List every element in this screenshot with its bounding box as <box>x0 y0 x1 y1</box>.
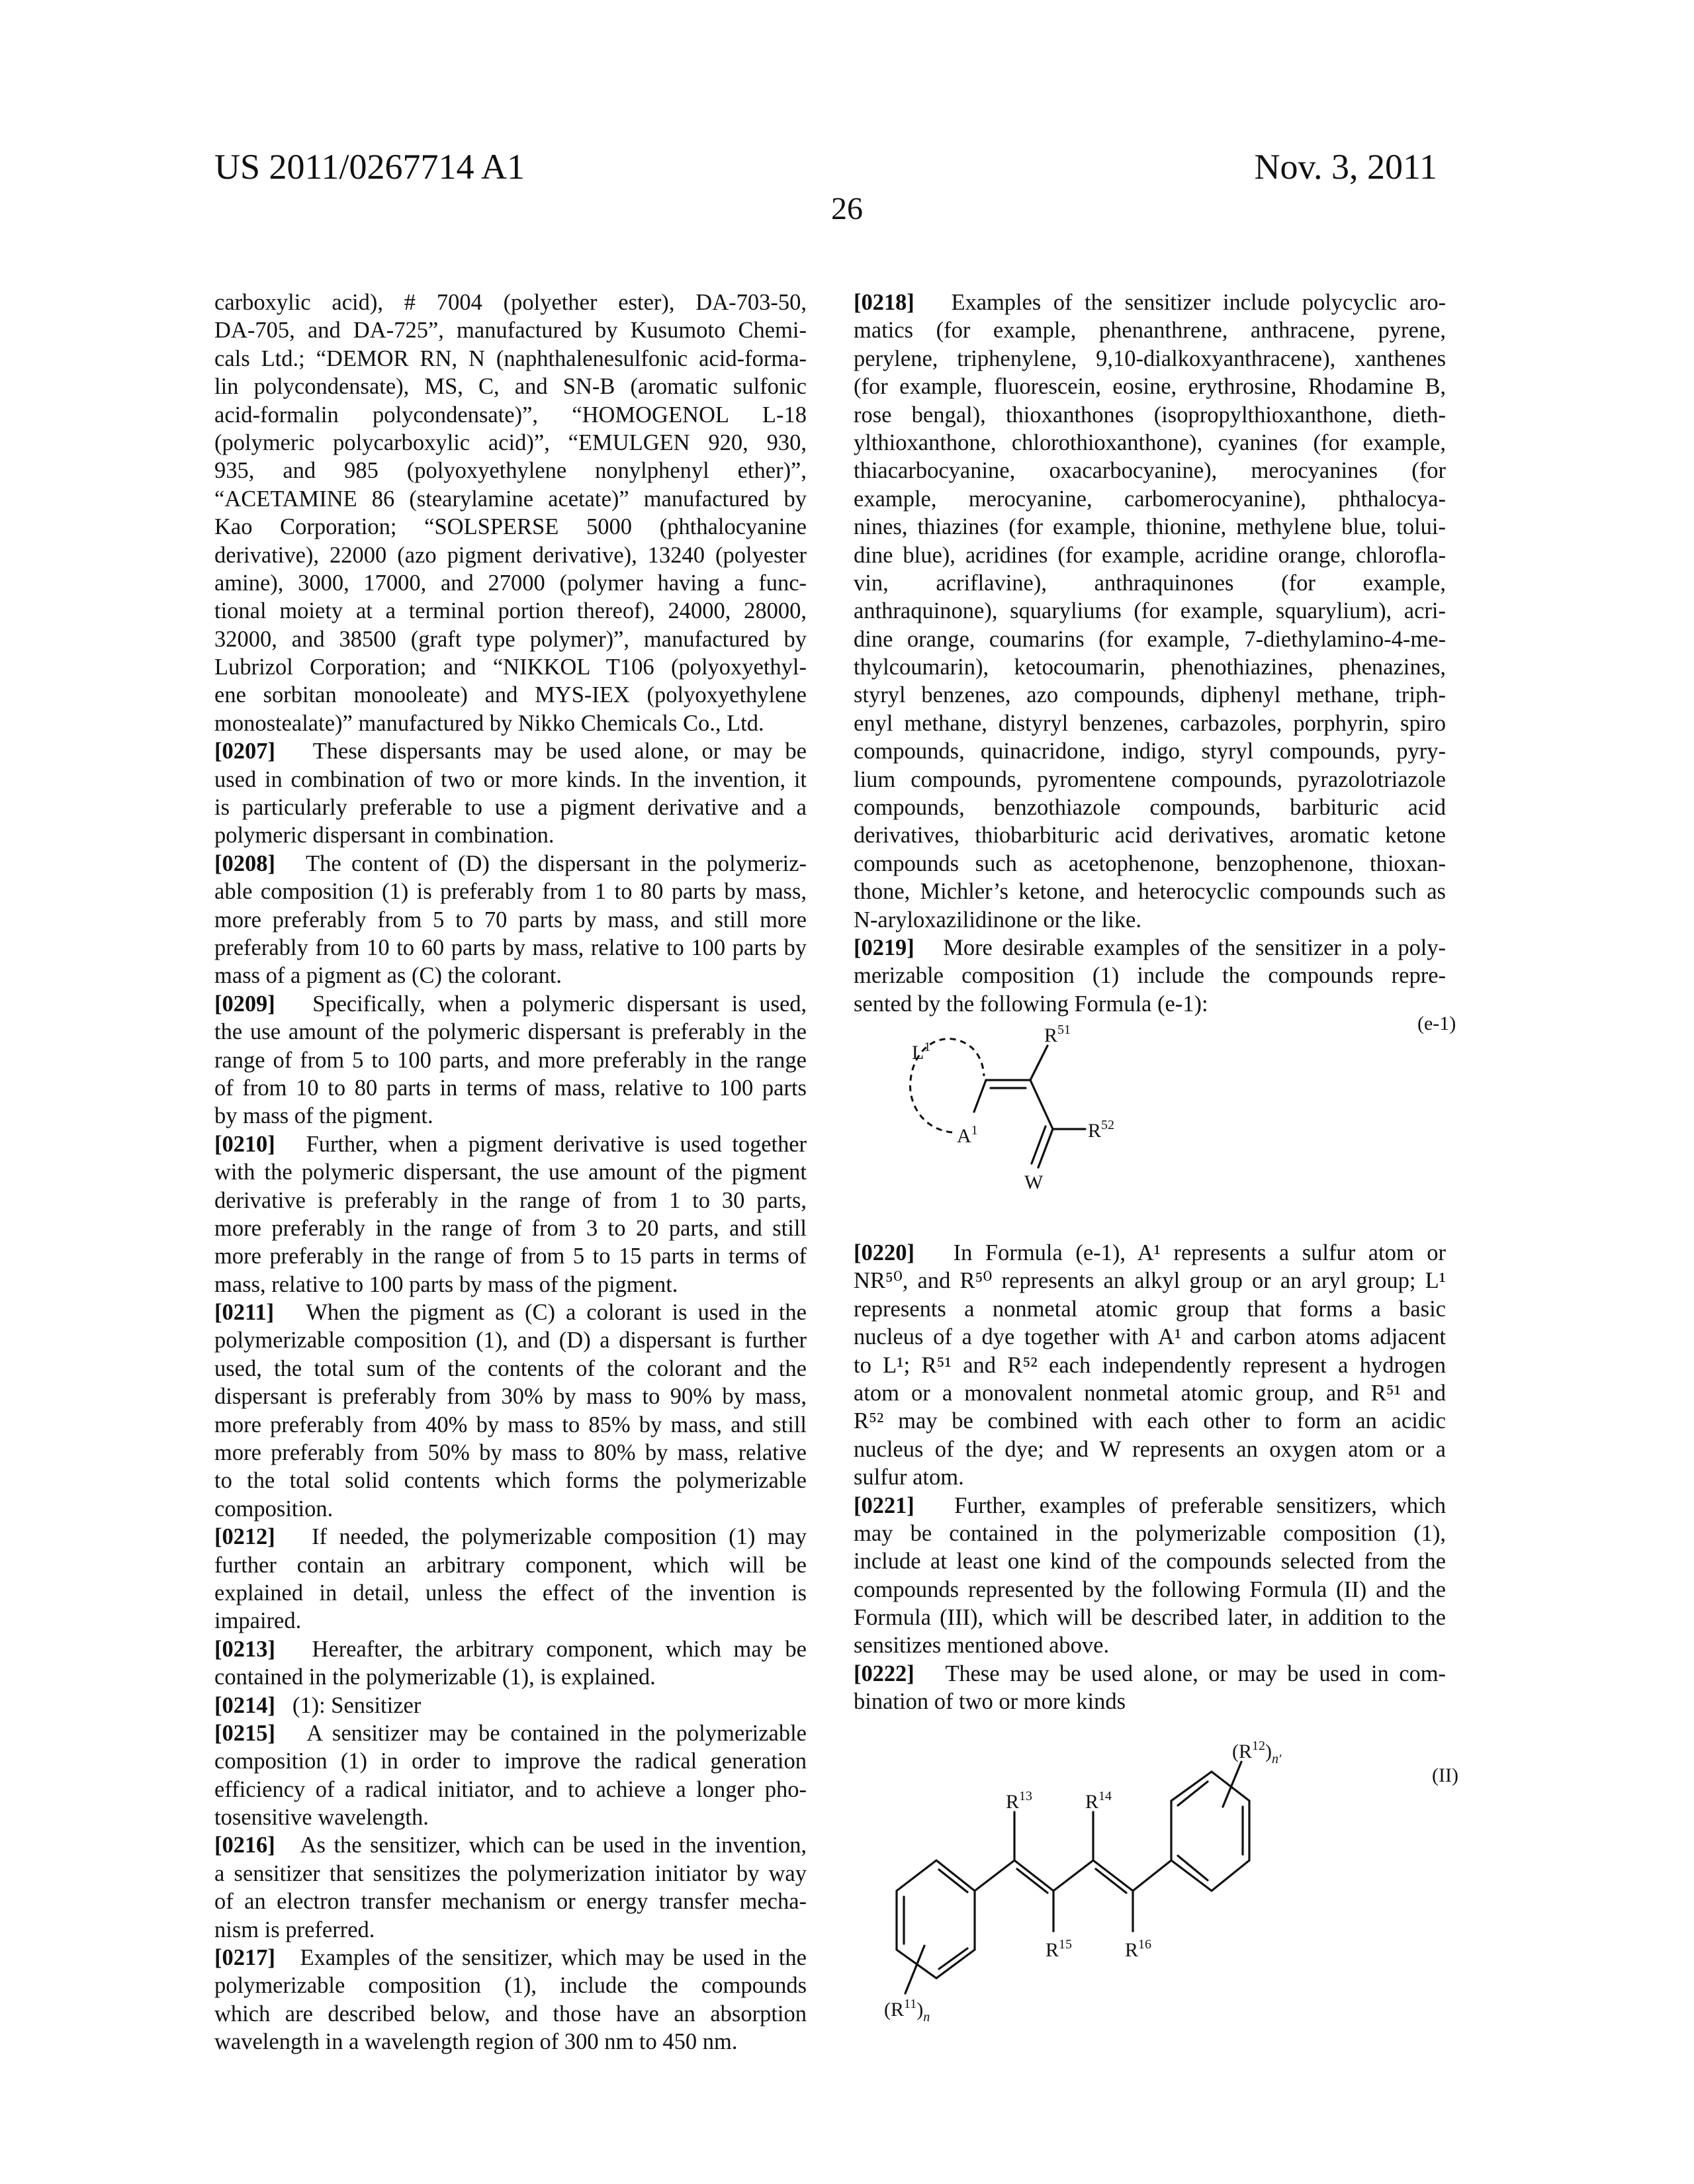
formula-e1-structure <box>847 1006 1469 1205</box>
line-text: Examples of the sensitizer include polycyclic aro- <box>952 290 1446 315</box>
paragraph-line <box>214 990 807 1018</box>
paragraph-line <box>214 1803 807 1831</box>
paragraph-line <box>214 289 807 316</box>
paragraph-line <box>214 709 807 737</box>
paragraph-number: [0207] <box>214 739 313 764</box>
paragraph-number: [0210] <box>214 1132 306 1157</box>
line-text: derivative is preferably in the range of from 1 to 30 parts, <box>214 1188 807 1213</box>
formula-ii-label: (II) <box>1432 1764 1458 1786</box>
line-text: used, the total sum of the contents of the colorant and the <box>214 1356 807 1381</box>
label-R51: R51 <box>1044 1023 1071 1046</box>
line-text: nism is preferred. <box>214 1917 375 1942</box>
line-text: lium compounds, pyromentene compounds, pyrazolotriazole <box>854 767 1446 792</box>
label-R11: (R11)n <box>884 1997 930 2025</box>
paragraph-line <box>854 541 1446 569</box>
paragraph-line <box>214 1187 807 1214</box>
paragraph-line <box>854 1492 1446 1520</box>
paragraph-line <box>214 2000 807 2028</box>
paragraph-number: [0212] <box>214 1524 312 1549</box>
line-text: composition. <box>214 1496 333 1522</box>
line-text: perylene, triphenylene, 9,10-dialkoxyanthracene), xanthenes <box>854 346 1446 371</box>
line-text: As the sensitizer, which can be used in the invention, <box>300 1833 807 1858</box>
line-text: which are described below, and those have an absorption <box>214 2001 807 2026</box>
paragraph-number: [0213] <box>214 1637 312 1662</box>
paragraph-line <box>854 1463 1446 1491</box>
paragraph-line <box>214 1271 807 1298</box>
line-text: acid-formalin polycondensate)”, “HOMOGENOL L-18 <box>214 402 807 428</box>
line-text: (polymeric polycarboxylic acid)”, “EMULGEN 920, 930, <box>214 430 807 455</box>
line-text: more preferably from 50% by mass to 80% by mass, relative <box>214 1440 807 1465</box>
line-text: A sensitizer may be contained in the polymerizable <box>306 1721 807 1746</box>
right-column-bottom <box>854 1239 1446 1716</box>
label-R13: R13 <box>1006 1789 1032 1813</box>
paragraph-line <box>214 1747 807 1775</box>
paragraph-line <box>854 878 1446 905</box>
line-text: nines, thiazines (for example, thionine, methylene blue, tolui- <box>854 514 1446 539</box>
line-text: polymerizable composition (1), and (D) a dispersant is further <box>214 1328 807 1353</box>
paragraph-line <box>854 485 1446 513</box>
line-text: amine), 3000, 17000, and 27000 (polymer having a func- <box>214 570 807 596</box>
paragraph-line <box>214 766 807 794</box>
line-text: compounds such as acetophenone, benzophenone, thioxan- <box>854 851 1446 876</box>
paragraph-line <box>854 653 1446 681</box>
paragraph-line <box>214 681 807 709</box>
paragraph-line <box>214 316 807 344</box>
line-text: compounds, quinacridone, indigo, styryl compounds, pyry- <box>854 739 1446 764</box>
line-text: Examples of the sensitizer, which may be used in the <box>300 1945 807 1970</box>
paragraph-line <box>854 934 1446 962</box>
paragraph-number: [0219] <box>854 935 943 960</box>
line-text: carboxylic acid), # 7004 (polyether ester), DA-703-50, <box>214 290 807 315</box>
line-text: 32000, and 38500 (graft type polymer)”, manufactured by <box>214 627 807 652</box>
paragraph-line <box>854 1379 1446 1407</box>
line-text: NR⁵⁰, and R⁵⁰ represents an alkyl group or an aryl group; L¹ <box>854 1268 1446 1293</box>
paragraph-number: [0211] <box>214 1300 306 1325</box>
paragraph-line <box>854 850 1446 878</box>
paragraph-line <box>214 934 807 962</box>
paragraph-line <box>854 1295 1446 1323</box>
line-text: compounds, benzothiazole compounds, barbituric acid <box>854 795 1446 820</box>
line-text: example, merocyanine, carbomerocyanine), phthalocya- <box>854 486 1446 512</box>
right-benzene-ring <box>1171 1772 1249 1891</box>
line-text: polymerizable composition (1), include the compounds <box>214 1973 807 1998</box>
line-text: tosensitive wavelength. <box>214 1805 429 1830</box>
line-text: of an electron transfer mechanism or energy transfer mecha- <box>214 1889 807 1914</box>
line-text: nucleus of a dye together with A¹ and carbon atoms adjacent <box>854 1324 1446 1349</box>
line-text: vin, acriflavine), anthraquinones (for example, <box>854 570 1446 596</box>
paragraph-line <box>214 1635 807 1663</box>
paragraph-line <box>214 1355 807 1383</box>
line-text: composition (1) in order to improve the radical generation <box>214 1749 807 1774</box>
paragraph-line <box>214 373 807 400</box>
paragraph-line <box>214 1439 807 1467</box>
paragraph-line <box>854 1660 1446 1688</box>
line-text: DA-705, and DA-725”, manufactured by Kusumoto Chemi- <box>214 318 807 343</box>
line-text: In Formula (e-1), A¹ represents a sulfur atom or <box>954 1240 1446 1265</box>
paragraph-line <box>214 878 807 905</box>
paragraph-line <box>214 541 807 569</box>
paragraph-line <box>214 737 807 765</box>
line-text: Kao Corporation; “SOLSPERSE 5000 (phthalocyanine <box>214 514 807 539</box>
paragraph-line <box>854 962 1446 989</box>
paragraph-line <box>214 1916 807 1944</box>
label-A1: A1 <box>957 1123 978 1147</box>
paragraph-line <box>214 2028 807 2056</box>
paragraph-number: [0217] <box>214 1945 300 1970</box>
line-text: Hereafter, the arbitrary component, which may be <box>312 1637 807 1662</box>
paragraph-line <box>854 681 1446 709</box>
line-text: efficiency of a radical initiator, and to achieve a longer pho- <box>214 1777 807 1802</box>
line-text: sulfur atom. <box>854 1465 964 1490</box>
paragraph-line <box>214 1411 807 1439</box>
line-text: mass, relative to 100 parts by mass of the pigment. <box>214 1272 678 1297</box>
paragraph-line <box>854 513 1446 541</box>
line-text: used in combination of two or more kinds. In the invention, it <box>214 767 807 792</box>
paragraph-line <box>214 1776 807 1803</box>
paragraph-line <box>214 1046 807 1074</box>
paragraph-line <box>854 289 1446 316</box>
paragraph-line <box>854 316 1446 344</box>
paragraph-line <box>854 373 1446 400</box>
paragraph-line <box>854 794 1446 821</box>
line-text: polymeric dispersant in combination. <box>214 823 555 848</box>
paragraph-line <box>214 1719 807 1747</box>
line-text: Formula (III), which will be described later, in addition to the <box>854 1605 1446 1630</box>
line-text: further contain an arbitrary component, which will be <box>214 1553 807 1578</box>
line-text: include at least one kind of the compounds selected from the <box>854 1549 1446 1574</box>
paragraph-line <box>214 1102 807 1130</box>
label-L1: L1 <box>912 1040 930 1064</box>
paragraph-line <box>214 1383 807 1410</box>
label-R12: (R12)n′ <box>1232 1739 1282 1766</box>
paragraph-line <box>214 1972 807 1999</box>
paragraph-line <box>854 906 1446 934</box>
paragraph-line <box>214 569 807 597</box>
paragraph-line <box>214 1579 807 1607</box>
paragraph-line <box>854 345 1446 373</box>
label-R14: R14 <box>1085 1789 1112 1813</box>
line-text: If needed, the polymerizable composition (1) may <box>312 1524 807 1549</box>
diene-chain <box>975 1812 1171 1931</box>
paragraph-line <box>214 401 807 429</box>
paragraph-line <box>214 1467 807 1494</box>
paragraph-line <box>214 1944 807 1972</box>
paragraph-line <box>214 1214 807 1242</box>
line-text: more preferably from 5 to 70 parts by mass, and still more <box>214 907 807 933</box>
right-column-top <box>854 289 1446 1018</box>
line-text: R⁵² may be combined with each other to form an acidic <box>854 1408 1446 1433</box>
paragraph-line <box>214 1074 807 1102</box>
left-benzene-ring <box>897 1860 975 1978</box>
line-text: range of from 5 to 100 parts, and more preferably in the range <box>214 1048 807 1073</box>
line-text: dispersant is preferably from 30% by mass to 90% by mass, <box>214 1384 807 1409</box>
paragraph-line <box>854 625 1446 653</box>
line-text: dine blue), acridines (for example, acridine orange, chlorofla- <box>854 543 1446 568</box>
paragraph-line <box>854 709 1446 737</box>
paragraph-line <box>854 1576 1446 1604</box>
paragraph-line <box>854 737 1446 765</box>
line-text: a sensitizer that sensitizes the polymerization initiator by way <box>214 1861 807 1886</box>
label-W: W <box>1024 1171 1044 1193</box>
line-text: (1): Sensitizer <box>292 1693 421 1718</box>
paragraph-line <box>214 485 807 513</box>
paragraph-line <box>854 1407 1446 1435</box>
paragraph-number: [0209] <box>214 991 312 1017</box>
line-text: the use amount of the polymeric dispersant is preferably in the <box>214 1019 807 1044</box>
paragraph-line <box>854 1351 1446 1379</box>
line-text: of from 10 to 80 parts in terms of mass, relative to 100 parts <box>214 1075 807 1101</box>
paragraph-line <box>854 1435 1446 1463</box>
paragraph-number: [0208] <box>214 851 306 876</box>
paragraph-line <box>214 513 807 541</box>
line-text: with the polymeric dispersant, the use amount of the pigment <box>214 1160 807 1185</box>
line-text: thiacarbocyanine, oxacarbocyanine), merocyanines (for <box>854 458 1446 483</box>
line-text: preferably from 10 to 60 parts by mass, relative to 100 parts by <box>214 935 807 960</box>
paragraph-line <box>214 850 807 878</box>
publication-date: Nov. 3, 2011 <box>1255 147 1438 187</box>
paragraph-number: [0221] <box>854 1493 954 1518</box>
line-text: Lubrizol Corporation; and “NIKKOL T106 (polyoxyethyl- <box>214 655 807 680</box>
line-text: The content of (D) the dispersant in the polymeriz- <box>306 851 807 876</box>
paragraph-line <box>214 1831 807 1859</box>
label-R16: R16 <box>1125 1937 1151 1961</box>
line-text: Further, examples of preferable sensitizers, which <box>954 1493 1446 1518</box>
paragraph-line <box>214 345 807 373</box>
paragraph-line <box>214 1298 807 1326</box>
line-text: to L¹; R⁵¹ and R⁵² each independently represent a hydrogen <box>854 1353 1446 1378</box>
paragraph-line <box>214 1242 807 1270</box>
paragraph-line <box>214 962 807 989</box>
paragraph-line <box>214 1326 807 1354</box>
paragraph-line <box>854 766 1446 794</box>
line-text: dine orange, coumarins (for example, 7-diethylamino-4-me- <box>854 627 1446 652</box>
paragraph-number: [0215] <box>214 1721 306 1746</box>
paragraph-line <box>214 625 807 653</box>
line-text: represents a nonmetal atomic group that forms a basic <box>854 1297 1446 1322</box>
line-text: enyl methane, distyryl benzenes, carbazoles, porphyrin, spiro <box>854 711 1446 736</box>
line-text: When the pigment as (C) a colorant is used in the <box>306 1300 807 1325</box>
paragraph-line <box>214 1495 807 1523</box>
formula-ii-structure <box>847 1747 1469 2032</box>
paragraph-number: [0220] <box>854 1240 954 1265</box>
line-text: lin polycondensate), MS, C, and SN-B (aromatic sulfonic <box>214 374 807 399</box>
line-text: mass of a pigment as (C) the colorant. <box>214 963 562 988</box>
line-text: Further, when a pigment derivative is used together <box>306 1132 807 1157</box>
line-text: (for example, fluorescein, eosine, erythrosine, Rhodamine B, <box>854 374 1446 399</box>
line-text: nucleus of the dye; and W represents an oxygen atom or a <box>854 1437 1446 1462</box>
paragraph-line <box>214 1663 807 1691</box>
paragraph-number: [0216] <box>214 1833 300 1858</box>
paragraph-number: [0214] <box>214 1693 292 1718</box>
line-text: sented by the following Formula (e-1): <box>854 991 1208 1017</box>
line-text: impaired. <box>214 1608 301 1633</box>
paragraph-line <box>214 429 807 457</box>
paragraph-line <box>214 1692 807 1719</box>
line-text: by mass of the pigment. <box>214 1103 433 1128</box>
paragraph-line <box>854 1547 1446 1575</box>
line-text: sensitizes mentioned above. <box>854 1633 1109 1658</box>
paragraph-line <box>854 1267 1446 1295</box>
line-text: tional moiety at a terminal portion thereof), 24000, 28000, <box>214 598 807 623</box>
paragraph-line <box>854 401 1446 429</box>
paragraph-line <box>214 794 807 821</box>
line-text: explained in detail, unless the effect of the invention is <box>214 1580 807 1606</box>
paragraph-line <box>214 653 807 681</box>
page-number: 26 <box>0 189 1694 229</box>
paragraph-line <box>854 821 1446 849</box>
paragraph-line <box>854 597 1446 625</box>
line-text: compounds represented by the following Formula (II) and the <box>854 1577 1446 1602</box>
line-text: Specifically, when a polymeric dispersant is used, <box>312 991 807 1017</box>
paragraph-line <box>214 1607 807 1635</box>
line-text: atom or a monovalent nonmetal atomic group, and R⁵¹ and <box>854 1381 1446 1406</box>
paragraph-line <box>214 597 807 625</box>
paragraph-line <box>854 1323 1446 1351</box>
paragraph-number: [0222] <box>854 1661 945 1686</box>
paragraph-line <box>214 821 807 849</box>
line-text: more preferably in the range of from 5 to 15 parts in terms of <box>214 1244 807 1269</box>
paragraph-line <box>214 457 807 484</box>
paragraph-line <box>214 1551 807 1579</box>
line-text: wavelength in a wavelength region of 300 nm to 450 nm. <box>214 2029 737 2054</box>
left-column <box>214 289 807 2056</box>
line-text: bination of two or more kinds <box>854 1689 1126 1714</box>
paragraph-line <box>854 1520 1446 1547</box>
line-text: matics (for example, phenanthrene, anthracene, pyrene, <box>854 318 1446 343</box>
line-text: ene sorbitan monooleate) and MYS-IEX (polyoxyethylene <box>214 682 807 707</box>
line-text: These dispersants may be used alone, or may be <box>313 739 807 764</box>
line-text: derivatives, thiobarbituric acid derivatives, aromatic ketone <box>854 823 1446 848</box>
line-text: contained in the polymerizable (1), is explained. <box>214 1664 656 1690</box>
paragraph-line <box>854 1688 1446 1715</box>
line-text: more preferably from 40% by mass to 85% by mass, and still <box>214 1412 807 1437</box>
label-R15: R15 <box>1046 1937 1072 1961</box>
paragraph-line <box>854 1239 1446 1267</box>
paragraph-line <box>214 1158 807 1186</box>
paragraph-number: [0218] <box>854 290 952 315</box>
paragraph-line <box>214 1860 807 1888</box>
line-text: More desirable examples of the sensitizer in a poly- <box>943 935 1446 960</box>
line-text: styryl benzenes, azo compounds, diphenyl methane, triph- <box>854 682 1446 707</box>
paragraph-line <box>854 457 1446 484</box>
paragraph-line <box>214 1130 807 1158</box>
paragraph-line <box>214 906 807 934</box>
paragraph-line <box>854 569 1446 597</box>
paragraph-line <box>214 1888 807 1915</box>
line-text: cals Ltd.; “DEMOR RN, N (naphthalenesulfonic acid-forma- <box>214 346 807 371</box>
formula-e1-label: (e-1) <box>1417 1013 1456 1034</box>
line-text: more preferably in the range of from 3 to 20 parts, and still <box>214 1216 807 1241</box>
line-text: ylthioxanthone, chlorothioxanthone), cyanines (for example, <box>854 430 1446 455</box>
patent-number: US 2011/0267714 A1 <box>214 147 525 187</box>
line-text: merizable composition (1) include the compounds repre- <box>854 963 1446 988</box>
paragraph-line <box>854 429 1446 457</box>
paragraph-line <box>854 1631 1446 1659</box>
label-R52: R52 <box>1088 1118 1114 1142</box>
line-text: thylcoumarin), ketocoumarin, phenothiazines, phenazines, <box>854 655 1446 680</box>
line-text: These may be used alone, or may be used in com- <box>945 1661 1446 1686</box>
line-text: N-aryloxazilidinone or the like. <box>854 907 1141 933</box>
paragraph-line <box>214 1523 807 1551</box>
line-text: 935, and 985 (polyoxyethylene nonylphenyl ether)”, <box>214 458 807 483</box>
line-text: “ACETAMINE 86 (stearylamine acetate)” manufactured by <box>214 486 807 512</box>
line-text: derivative), 22000 (azo pigment derivative), 13240 (polyester <box>214 543 807 568</box>
line-text: to the total solid contents which forms the polymerizable <box>214 1468 807 1493</box>
line-text: able composition (1) is preferably from 1 to 80 parts by mass, <box>214 879 807 904</box>
line-text: anthraquinone), squaryliums (for example, squarylium), acri- <box>854 598 1446 623</box>
line-text: is particularly preferable to use a pigment derivative and a <box>214 795 807 820</box>
line-text: rose bengal), thioxanthones (isopropylthioxanthone, dieth- <box>854 402 1446 428</box>
line-text: thone, Michler’s ketone, and heterocyclic compounds such as <box>854 879 1446 904</box>
line-text: may be contained in the polymerizable composition (1), <box>854 1521 1446 1546</box>
paragraph-line <box>854 1604 1446 1631</box>
line-text: monostealate)” manufactured by Nikko Chemicals Co., Ltd. <box>214 711 764 736</box>
paragraph-line <box>214 1018 807 1046</box>
